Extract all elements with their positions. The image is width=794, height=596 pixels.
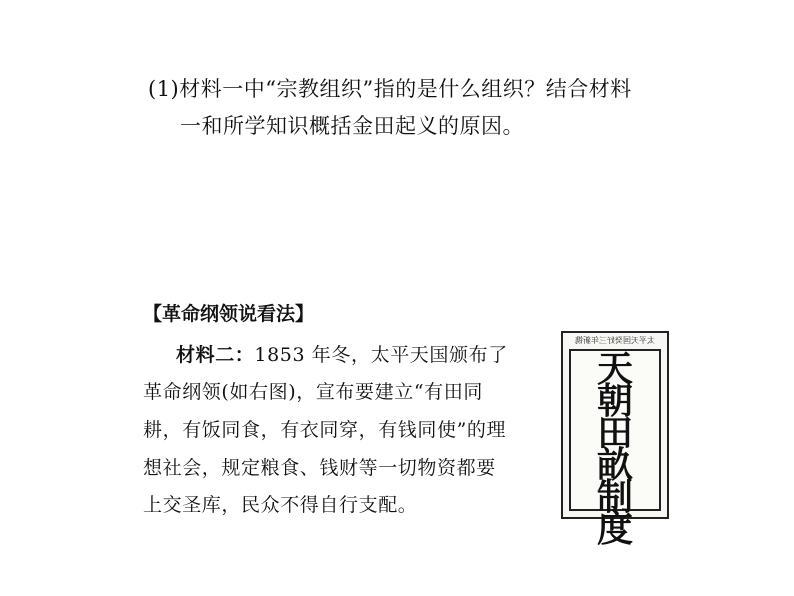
- material-2-label: 材料二：: [176, 344, 255, 366]
- book-cover-title-char: 天: [596, 348, 633, 390]
- book-cover-title-char: 田: [596, 412, 633, 454]
- book-cover-top-text: 太平天国癸好三年新镌: [575, 336, 655, 345]
- book-cover-title-char: 朝: [596, 380, 633, 422]
- material-2-line-4: 想社会，规定粮食、钱财等一切物资都要: [143, 457, 496, 479]
- book-cover-title: [571, 348, 659, 550]
- material-2-line-1: [176, 342, 508, 368]
- material-2-line-1-text: 1853 年冬，太平天国颁布了: [254, 344, 508, 366]
- section-heading: 【革命纲领说看法】: [143, 303, 315, 325]
- material-2-line-2: 革命纲领(如右图)，宣布要建立“有田同: [143, 381, 483, 403]
- book-cover-figure: [561, 331, 669, 550]
- question-1-line-2: 一和所学知识概括金田起义的原因。: [180, 114, 524, 138]
- question-1-line-1: (1)材料一中“宗教组织”指的是什么组织？结合材料: [148, 77, 632, 101]
- book-cover-title-char: 畝: [596, 444, 633, 486]
- material-2-line-5: 上交圣库，民众不得自行支配。: [143, 494, 418, 516]
- book-cover-title-char: 度: [596, 508, 633, 550]
- book-cover-title-char: 制: [596, 476, 633, 518]
- material-2-line-3: 耕，有饭同食，有衣同穿，有钱同使”的理: [143, 419, 507, 441]
- book-cover-inner-frame: [569, 348, 661, 550]
